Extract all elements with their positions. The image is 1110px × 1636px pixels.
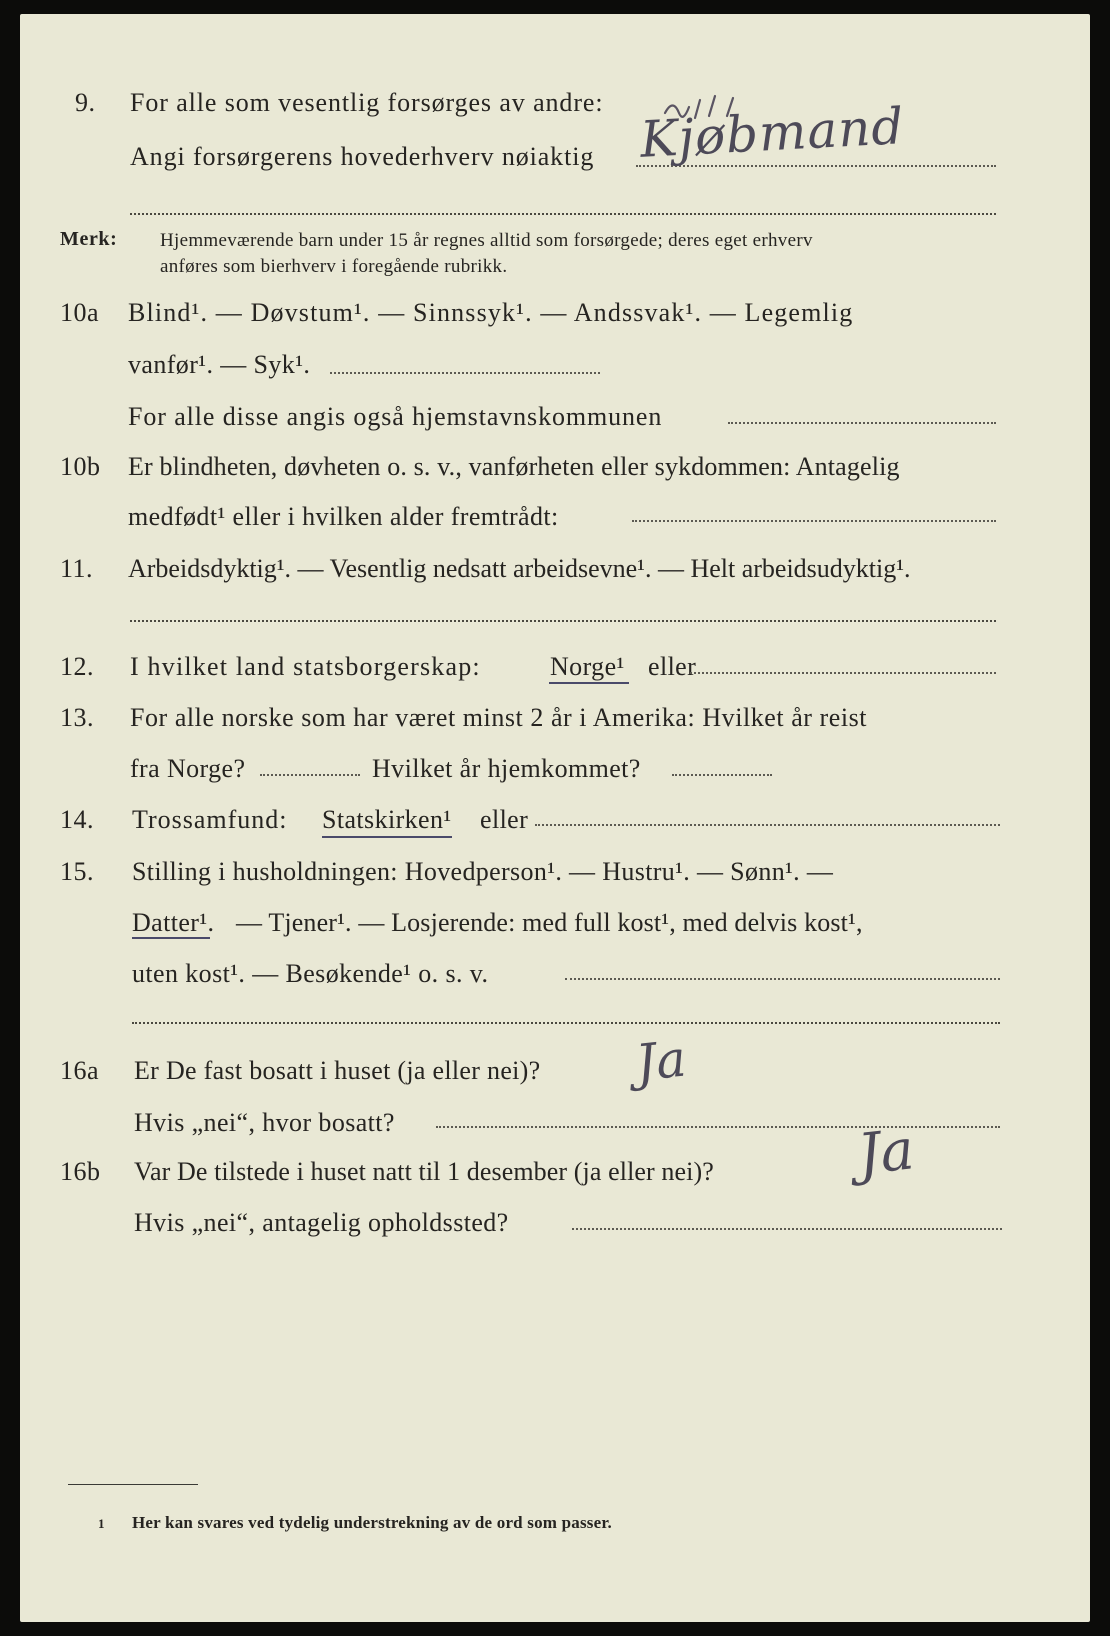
q15-answer-line <box>565 978 1000 980</box>
q11-number: 11. <box>60 554 94 583</box>
q11-line1: Arbeidsdyktig¹. — Vesentlig nedsatt arbeidsevne¹. — Helt arbeidsudyktig¹. <box>128 554 911 583</box>
q16a-line2: Hvis „nei“, hvor bosatt? <box>134 1108 395 1137</box>
q15-number: 15. <box>60 857 94 886</box>
q9-answer-handwritten: Kjøbmand <box>638 97 906 169</box>
q15-option-datter: Datter¹. <box>132 908 215 937</box>
q15-separator <box>132 1022 1000 1024</box>
q10a-syk-line <box>330 372 600 374</box>
footnote-rule <box>68 1484 198 1485</box>
q10a-line3: For alle disse angis også hjemstavnskommunen <box>128 402 663 431</box>
q13-reist-line <box>260 774 360 776</box>
q12-option-norge: Norge¹ <box>550 652 625 681</box>
q9-number: 9. <box>75 88 96 117</box>
q13-number: 13. <box>60 703 94 732</box>
q10b-line1: Er blindheten, døvheten o. s. v., vanførheten eller sykdommen: Antagelig <box>128 452 900 481</box>
footnote-text: Her kan svares ved tydelig understrekning av de ord som passer. <box>132 1513 612 1532</box>
q16b-answer-line <box>572 1228 1002 1230</box>
q13-line2b: Hvilket år hjemkommet? <box>372 754 641 783</box>
q11-separator <box>130 620 996 622</box>
q14-pre: Trossamfund: <box>132 805 288 834</box>
q10a-line2: vanfør¹. — Syk¹. <box>128 350 311 379</box>
q16a-number: 16a <box>60 1056 100 1085</box>
q12-post: eller <box>648 652 697 681</box>
q15-line1: Stilling i husholdningen: Hovedperson¹. — Hustru¹. — Sønn¹. — <box>132 857 834 886</box>
q9-separator <box>130 213 996 215</box>
q16b-line1: Var De tilstede i huset natt til 1 desember (ja eller nei)? <box>134 1157 714 1186</box>
q15-line2: — Tjener¹. — Losjerende: med full kost¹, med delvis kost¹, <box>236 908 863 937</box>
q14-post: eller <box>480 805 529 834</box>
q10a-line1: Blind¹. — Døvstum¹. — Sinnssyk¹. — Andssvak¹. — Legemlig <box>128 298 854 327</box>
merk-line2: anføres som bierhverv i foregående rubrikk. <box>160 256 508 277</box>
q15-datter-underline <box>132 937 210 939</box>
q10a-number: 10a <box>60 298 100 327</box>
q14-number: 14. <box>60 805 94 834</box>
q14-statskirken-underline <box>322 836 452 838</box>
q13-line1: For alle norske som har været minst 2 år i Amerika: Hvilket år reist <box>130 703 868 732</box>
q12-norge-underline <box>549 682 629 684</box>
q16b-line2: Hvis „nei“, antagelig opholdssted? <box>134 1208 509 1237</box>
q16a-answer-line <box>436 1126 1000 1128</box>
q16a-line1: Er De fast bosatt i huset (ja eller nei)? <box>134 1056 541 1085</box>
q16b-answer-handwritten: Ja <box>854 1117 918 1188</box>
merk-line1: Hjemmeværende barn under 15 år regnes alltid som forsørgede; deres eget erhverv <box>160 230 813 251</box>
q12-pre: I hvilket land statsborgerskap: <box>130 652 481 681</box>
merk-label: Merk: <box>60 228 118 250</box>
footnote-mark: 1 <box>98 1516 105 1531</box>
q10b-answer-line <box>632 520 996 522</box>
q9-line1: For alle som vesentlig forsørges av andre: <box>130 88 604 117</box>
q16a-answer-handwritten: Ja <box>633 1029 689 1093</box>
q10b-line2: medfødt¹ eller i hvilken alder fremtrådt: <box>128 502 559 531</box>
q12-number: 12. <box>60 652 94 681</box>
q9-line2: Angi forsørgerens hovederhverv nøiaktig <box>130 142 595 171</box>
q13-hjemkommet-line <box>672 774 772 776</box>
q15-line3: uten kost¹. — Besøkende¹ o. s. v. <box>132 959 489 988</box>
q13-line2a: fra Norge? <box>130 754 246 783</box>
q10b-number: 10b <box>60 452 101 481</box>
q10a-kommune-line <box>728 422 996 424</box>
q16b-number: 16b <box>60 1157 101 1186</box>
q14-option-statskirken: Statskirken¹ <box>322 805 452 834</box>
q14-answer-line <box>535 824 1000 826</box>
q12-answer-line <box>690 672 996 674</box>
